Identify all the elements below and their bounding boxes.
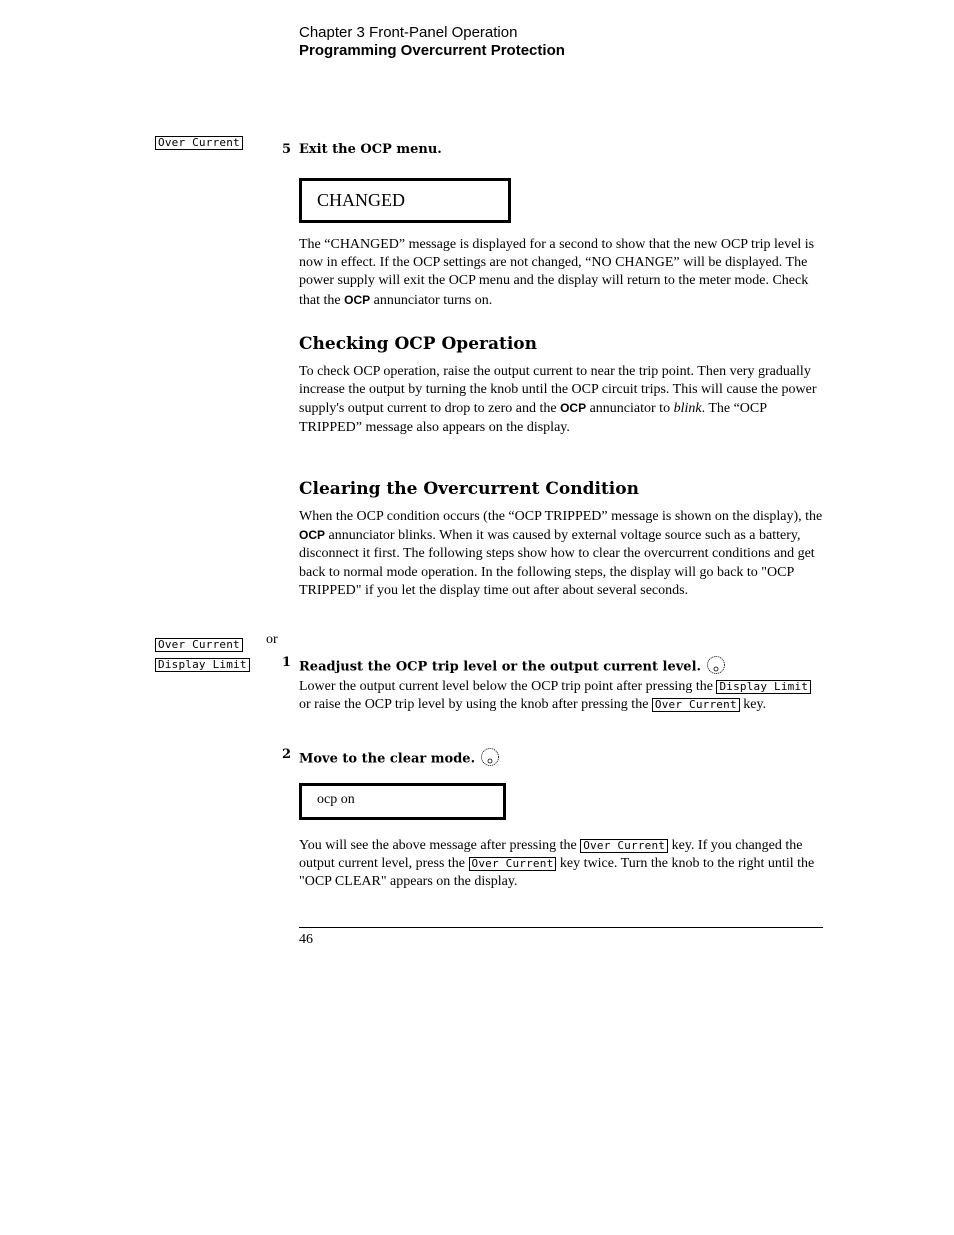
display-text: ocp on <box>317 792 355 807</box>
ocp-annunciator-label: OCP <box>560 401 587 416</box>
text-run: annunciator to <box>586 401 674 417</box>
over-current-key-label: Over Current <box>652 698 740 712</box>
display-readout-changed <box>299 178 511 223</box>
text-run: annunciator blinks. When it was caused by external voltage source such as a battery, disconnect it first. The following steps show how to clear the overcurrent conditions and get back to normal mode operation. In the following steps, the display will go back to "OCP TRIPPED" if you let the display time out after about several seconds. <box>299 528 815 598</box>
page-number: 46 <box>299 932 313 947</box>
text-run: To check OCP operation, raise the output current to near the trip point. Then very gradually increase the output by turning the knob until the OCP circuit trips. This will cause the power supply's output current to drop to zero and the <box>299 364 817 417</box>
step-1-number: 1 <box>282 655 292 670</box>
checking-ocp-paragraph <box>299 363 823 437</box>
step-1-text: Readjust the OCP trip level or the output current level. <box>299 659 702 675</box>
text-run: or raise the OCP trip level by using the knob after pressing the <box>299 697 652 713</box>
checking-ocp-heading: Checking OCP Operation <box>299 334 537 354</box>
chapter-header: Chapter 3 Front-Panel Operation <box>299 24 518 41</box>
step-2-title <box>299 747 500 771</box>
or-label: or <box>266 632 278 647</box>
margin-key-over-current <box>155 131 243 150</box>
display-text: CHANGED <box>317 190 405 210</box>
text-run: key. If you changed the output current level, press the <box>299 838 803 872</box>
over-current-key-label: Over Current <box>580 839 668 853</box>
margin-key-display-limit <box>155 653 250 672</box>
step-1-paragraph <box>299 678 823 714</box>
clearing-paragraph <box>299 508 823 600</box>
footer-rule <box>299 927 823 928</box>
text-run: When the OCP condition occurs (the “OCP TRIPPED” message is shown on the display), the <box>299 509 823 524</box>
text-run: key. <box>739 697 767 713</box>
step-2-number: 2 <box>282 747 292 762</box>
step-5-paragraph <box>299 236 823 310</box>
step-1-title <box>299 655 726 679</box>
text-run: Lower the output current level below the OCP trip point after pressing the <box>299 679 717 694</box>
ocp-annunciator-label: OCP <box>344 292 371 307</box>
margin-key-over-current-2 <box>155 633 243 652</box>
text-run: . The “OCP TRIPPED” message also appears on the display. <box>299 401 767 435</box>
step-5-number: 5 <box>282 142 292 157</box>
step-2-paragraph <box>299 837 823 892</box>
over-current-key-label: Over Current <box>155 136 243 150</box>
text-run: You will see the above message after pressing the <box>299 838 581 853</box>
ocp-annunciator-label: OCP <box>299 528 326 543</box>
text-run: annunciator turns on. <box>370 292 493 308</box>
clearing-heading: Clearing the Overcurrent Condition <box>299 479 639 499</box>
display-limit-key-label: Display Limit <box>716 680 811 694</box>
text-run: The “CHANGED” message is displayed for a second to show that the new OCP trip level is now in effect. If the OCP settings are not changed, “NO CHANGE” will be displayed. The power supply will exit the OCP menu and the display will return to the meter mode. Check that the <box>299 237 815 308</box>
step-2-text: Move to the clear mode. <box>299 751 476 767</box>
text-run: key twice. Turn the knob to the right until the "OCP CLEAR" appears on the display. <box>299 856 815 890</box>
display-readout-ocp-on <box>299 783 506 820</box>
over-current-key-label: Over Current <box>469 857 557 871</box>
over-current-key-label: Over Current <box>155 638 243 652</box>
display-limit-key-label: Display Limit <box>155 658 250 672</box>
section-header: Programming Overcurrent Protection <box>299 42 565 59</box>
knob-icon <box>706 655 726 679</box>
step-5-title: Exit the OCP menu. <box>299 142 442 157</box>
italic-text: blink <box>673 401 702 417</box>
knob-icon <box>480 747 500 771</box>
